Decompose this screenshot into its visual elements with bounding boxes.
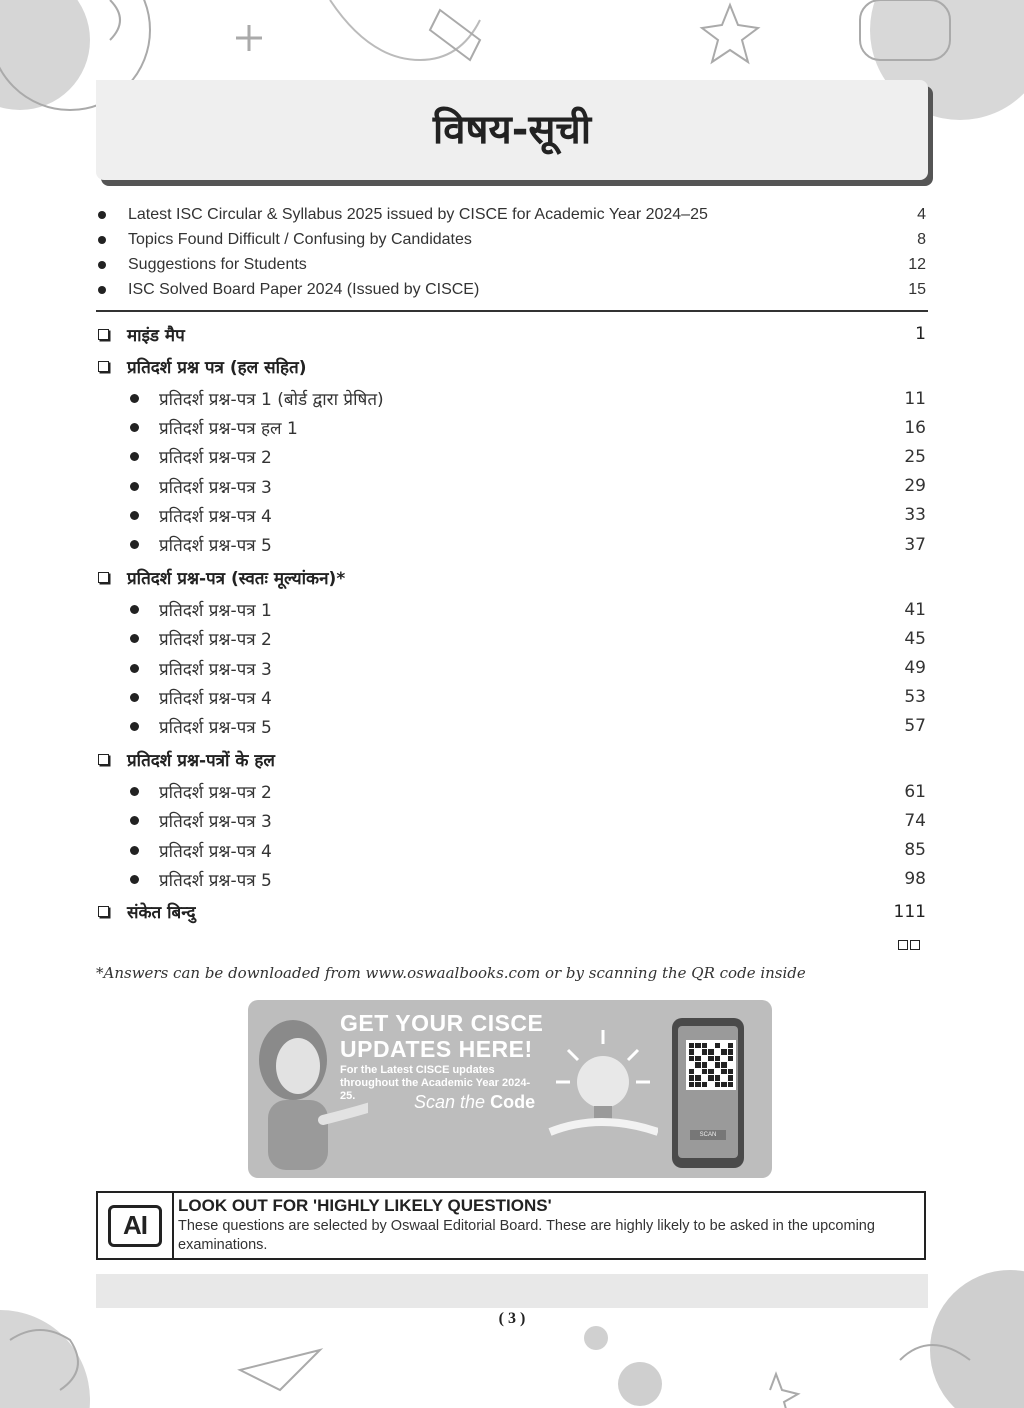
page-title: विषय-सूची bbox=[432, 107, 592, 153]
bullet-icon bbox=[130, 634, 139, 643]
checkbox-icon bbox=[98, 572, 109, 583]
toc-item[interactable]: प्रतिदर्श प्रश्न-पत्र 2 61 bbox=[96, 777, 926, 806]
checkbox-icon bbox=[98, 361, 109, 372]
intro-list bbox=[96, 202, 926, 302]
phone-qr-icon bbox=[672, 1018, 744, 1168]
toc-item[interactable]: प्रतिदर्श प्रश्न-पत्र 2 25 bbox=[96, 442, 926, 471]
intro-item[interactable]: Topics Found Difficult / Confusing by Candidates 8 bbox=[96, 227, 926, 252]
promo-subtext: For the Latest CISCE updates throughout the Academic Year 2024-25. bbox=[340, 1064, 531, 1102]
divider bbox=[96, 310, 928, 312]
highly-likely-text: These questions are selected by Oswaal Editorial Board. These are highly likely to be asked in the upcoming examinations. bbox=[178, 1218, 875, 1253]
page-ref: 4 bbox=[917, 205, 926, 223]
toc-item[interactable]: प्रतिदर्श प्रश्न-पत्र 2 45 bbox=[96, 624, 926, 653]
bullet-icon bbox=[130, 540, 139, 549]
toc-item[interactable]: प्रतिदर्श प्रश्न-पत्र 5 57 bbox=[96, 712, 926, 741]
page-ref: 12 bbox=[908, 255, 926, 273]
footer-band bbox=[96, 1274, 928, 1308]
qr-code-icon[interactable] bbox=[686, 1040, 736, 1090]
highly-likely-box bbox=[96, 1191, 926, 1260]
highly-likely-title: LOOK OUT FOR 'HIGHLY LIKELY QUESTIONS' bbox=[178, 1196, 552, 1215]
bullet-icon bbox=[98, 211, 106, 219]
toc-item[interactable]: प्रतिदर्श प्रश्न-पत्र 5 37 bbox=[96, 530, 926, 559]
bullet-icon bbox=[130, 452, 139, 461]
bullet-icon bbox=[130, 605, 139, 614]
bullet-icon bbox=[130, 693, 139, 702]
bullet-icon bbox=[130, 875, 139, 884]
page-number: ( 3 ) bbox=[498, 1310, 526, 1327]
ai-badge-icon: AI bbox=[108, 1205, 162, 1247]
toc-section[interactable]: प्रतिदर्श प्रश्न-पत्रों के हल bbox=[96, 743, 926, 775]
scan-button[interactable]: SCAN bbox=[690, 1130, 726, 1140]
bullet-icon bbox=[130, 816, 139, 825]
toc-section[interactable]: माइंड मैप 1 bbox=[96, 318, 926, 350]
toc-item[interactable]: प्रतिदर्श प्रश्न-पत्र 3 74 bbox=[96, 806, 926, 835]
bullet-icon bbox=[98, 286, 106, 294]
page-ref: 8 bbox=[917, 230, 926, 248]
bullet-icon bbox=[130, 846, 139, 855]
bullet-icon bbox=[130, 722, 139, 731]
scan-the-code-label: Scan the Code bbox=[414, 1092, 536, 1112]
bullet-icon bbox=[98, 261, 106, 269]
toc-item[interactable]: प्रतिदर्श प्रश्न-पत्र 1 41 bbox=[96, 595, 926, 624]
toc-section[interactable]: प्रतिदर्श प्रश्न-पत्र (स्वतः मूल्यांकन)* bbox=[96, 561, 926, 593]
lightbulb-icon bbox=[548, 1020, 658, 1140]
toc-section[interactable]: प्रतिदर्श प्रश्न पत्र (हल सहित) bbox=[96, 350, 926, 382]
bullet-icon bbox=[98, 236, 106, 244]
bullet-icon bbox=[130, 787, 139, 796]
toc-item[interactable]: प्रतिदर्श प्रश्न-पत्र 4 85 bbox=[96, 835, 926, 864]
toc-item[interactable]: प्रतिदर्श प्रश्न-पत्र 5 98 bbox=[96, 865, 926, 894]
checkbox-icon bbox=[98, 754, 109, 765]
bullet-icon bbox=[130, 664, 139, 673]
toc-item[interactable]: प्रतिदर्श प्रश्न-पत्र 4 53 bbox=[96, 683, 926, 712]
end-marker-icon bbox=[898, 940, 920, 950]
checkbox-icon bbox=[98, 906, 109, 917]
intro-item[interactable]: ISC Solved Board Paper 2024 (Issued by CISCE) 15 bbox=[96, 277, 926, 302]
toc-item[interactable]: प्रतिदर्श प्रश्न-पत्र 4 33 bbox=[96, 501, 926, 530]
promo-headline: GET YOUR CISCE UPDATES HERE! bbox=[340, 1010, 544, 1062]
bullet-icon bbox=[130, 482, 139, 491]
bullet-icon bbox=[130, 423, 139, 432]
intro-item[interactable]: Latest ISC Circular & Syllabus 2025 issued by CISCE for Academic Year 2024–25 4 bbox=[96, 202, 926, 227]
toc-item[interactable]: प्रतिदर्श प्रश्न-पत्र 3 29 bbox=[96, 472, 926, 501]
toc-item[interactable]: प्रतिदर्श प्रश्न-पत्र हल 1 16 bbox=[96, 413, 926, 442]
title-banner bbox=[96, 80, 928, 180]
toc-item[interactable]: प्रतिदर्श प्रश्न-पत्र 1 (बोर्ड द्वारा प्रेषित) 11 bbox=[96, 384, 926, 413]
toc-section[interactable]: संकेत बिन्दु 111 bbox=[96, 896, 926, 928]
intro-item[interactable]: Suggestions for Students 12 bbox=[96, 252, 926, 277]
footnote: *Answers can be downloaded from www.oswaalbooks.com or by scanning the QR code inside bbox=[96, 964, 806, 982]
checkbox-icon bbox=[98, 329, 109, 340]
promo-banner[interactable] bbox=[248, 1000, 772, 1178]
toc-item[interactable]: प्रतिदर्श प्रश्न-पत्र 3 49 bbox=[96, 654, 926, 683]
bullet-icon bbox=[130, 511, 139, 520]
table-of-contents bbox=[96, 318, 926, 928]
page-ref: 15 bbox=[908, 280, 926, 298]
bullet-icon bbox=[130, 394, 139, 403]
